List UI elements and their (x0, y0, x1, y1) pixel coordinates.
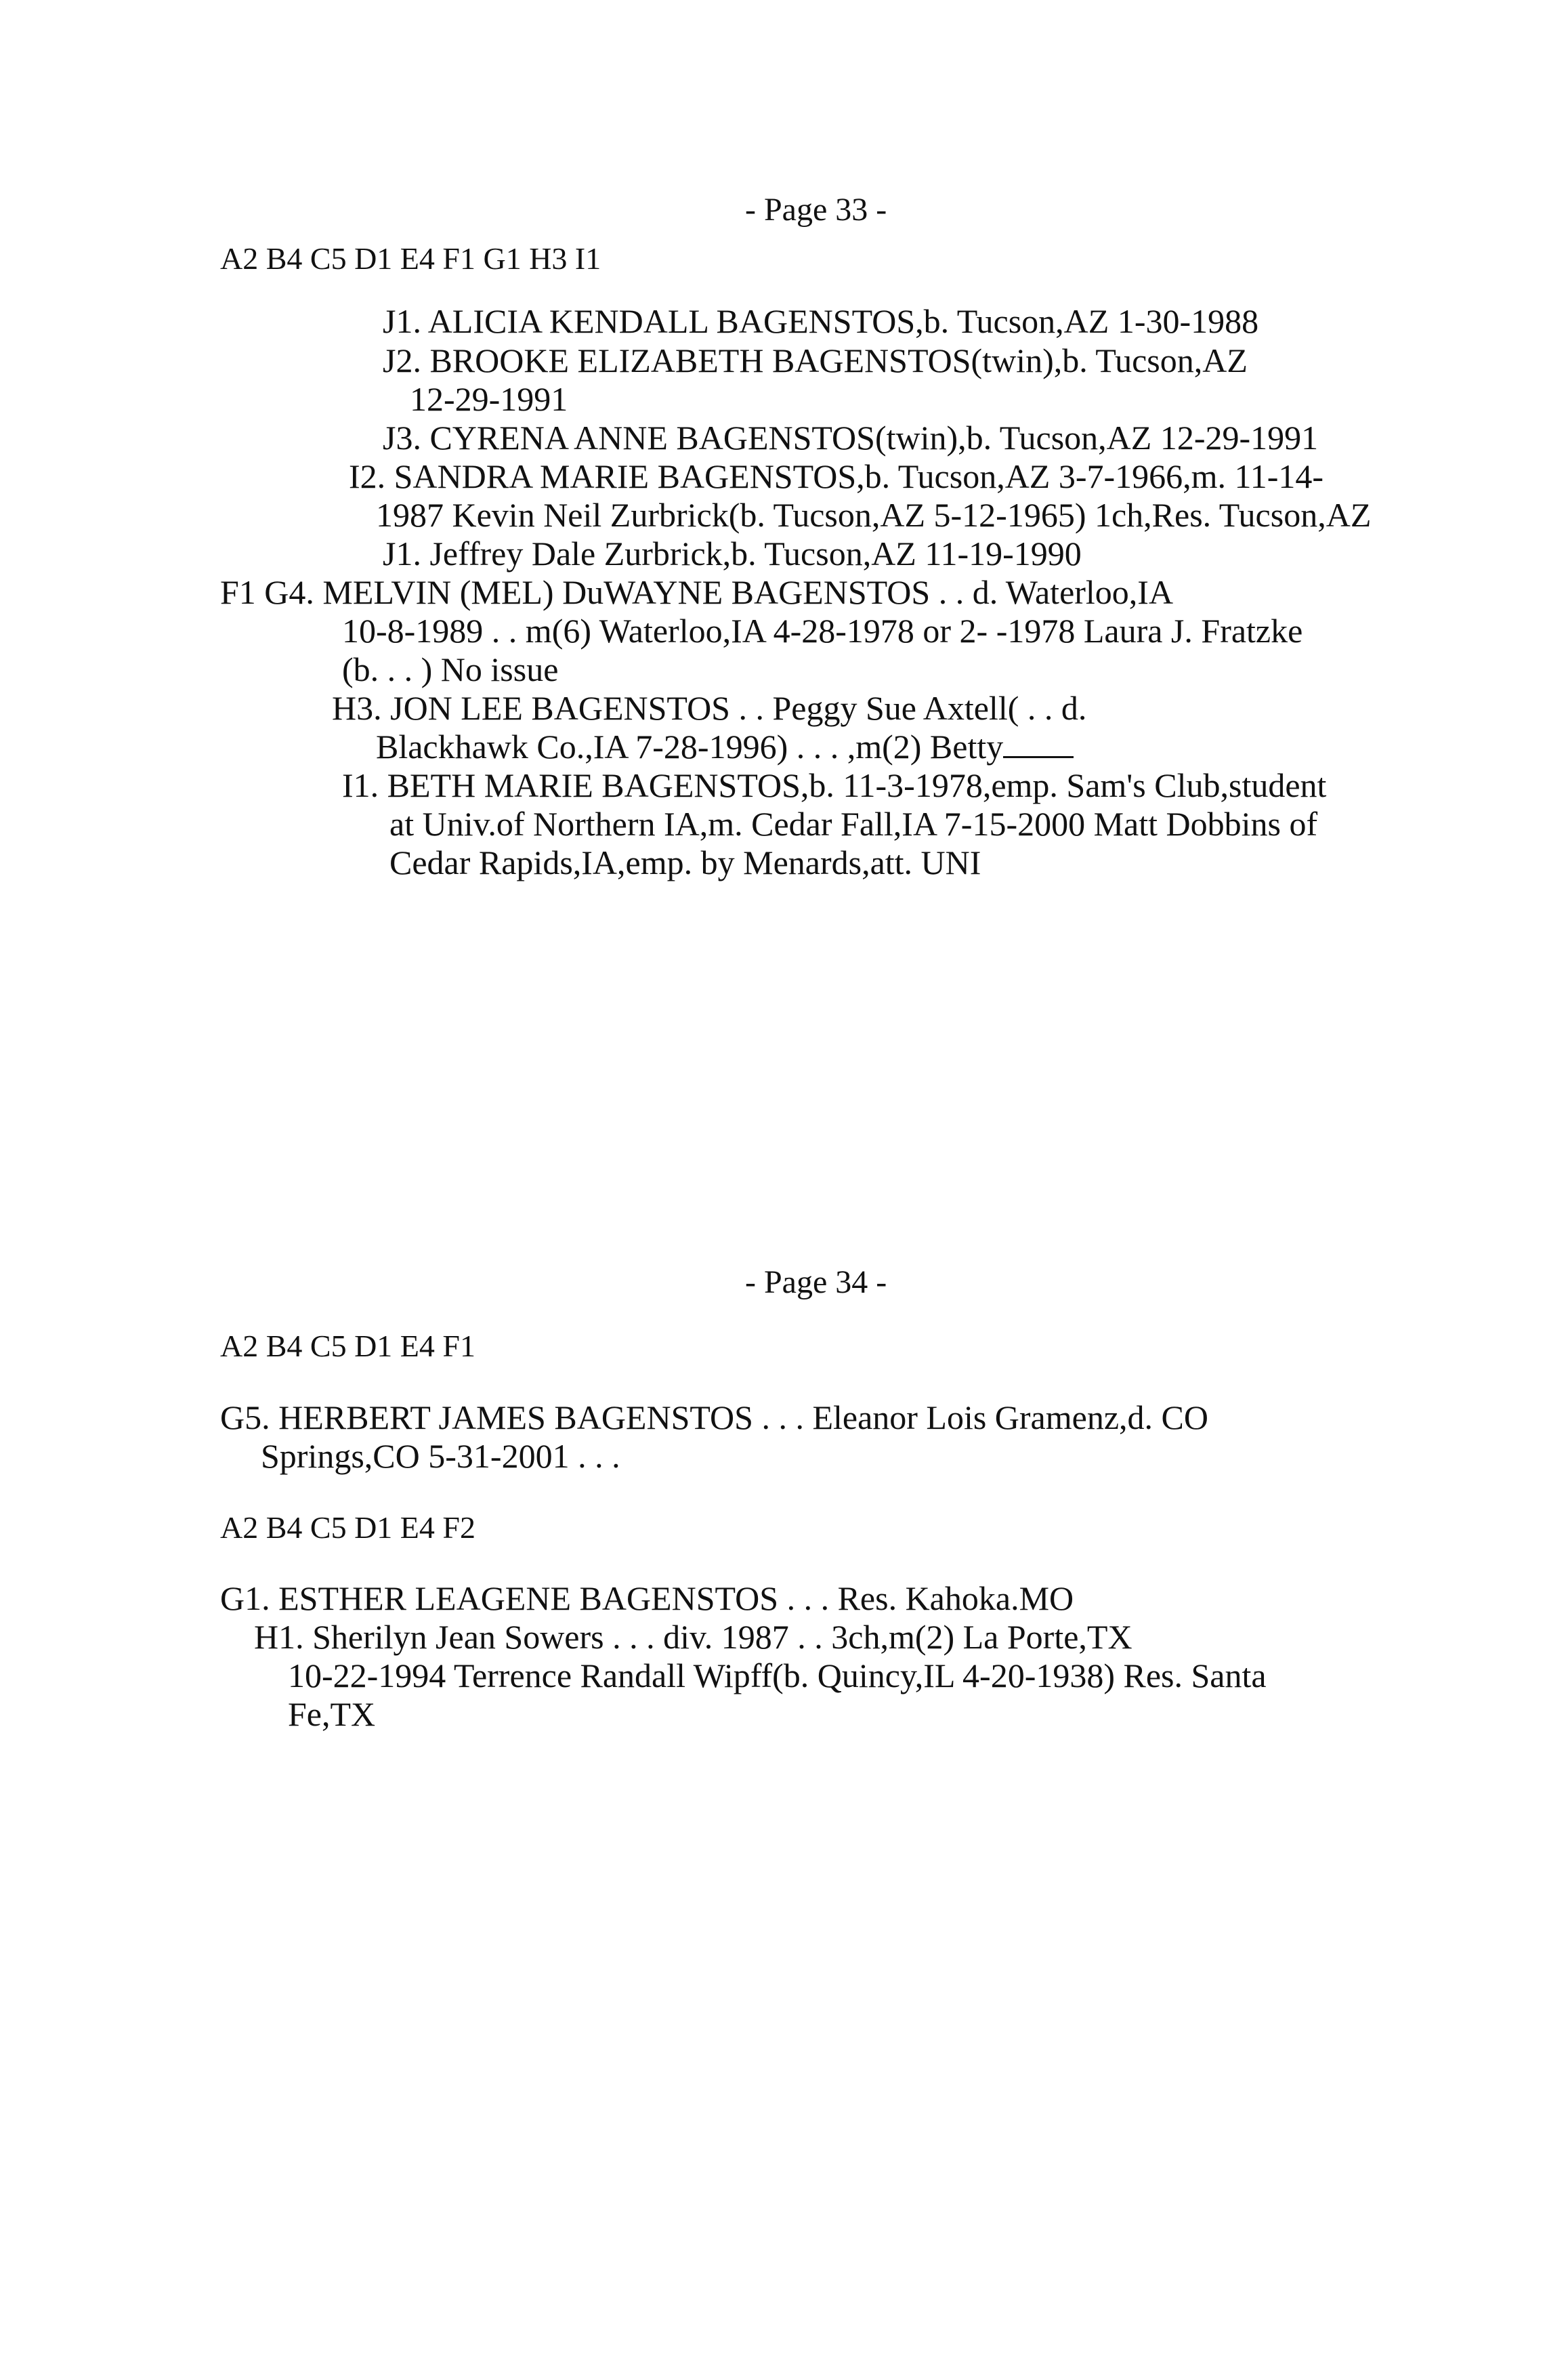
entry-line: 10-8-1989 . . m(6) Waterloo,IA 4-28-1978 or 2- -1978 Laura J. Fratzke (342, 612, 1303, 650)
entry-line: H1. Sherilyn Jean Sowers . . . div. 1987 . . 3ch,m(2) La Porte,TX (254, 1618, 1132, 1656)
entry-line: at Univ.of Northern IA,m. Cedar Fall,IA 7-15-2000 Matt Dobbins of (389, 805, 1318, 843)
entry-line: Springs,CO 5-31-2001 . . . (261, 1437, 620, 1475)
entry-line: G1. ESTHER LEAGENE BAGENSTOS . . . Res. Kahoka.MO (220, 1579, 1074, 1617)
page-number: - Page 33 - (745, 192, 887, 228)
entry-line: J3. CYRENA ANNE BAGENSTOS(twin),b. Tucson,AZ 12-29-1991 (383, 419, 1319, 457)
entry-line: J1. Jeffrey Dale Zurbrick,b. Tucson,AZ 11-19-1990 (383, 535, 1082, 572)
entry-line: J1. ALICIA KENDALL BAGENSTOS,b. Tucson,AZ 1-30-1988 (383, 302, 1259, 340)
entry-line: 1987 Kevin Neil Zurbrick(b. Tucson,AZ 5-12-1965) 1ch,Res. Tucson,AZ (376, 496, 1372, 534)
entry-line: G5. HERBERT JAMES BAGENSTOS . . . Eleanor Lois Gramenz,d. CO (220, 1398, 1208, 1436)
entry-line: 10-22-1994 Terrence Randall Wipff(b. Quincy,IL 4-20-1938) Res. Santa (288, 1657, 1267, 1694)
blank-underline (1003, 729, 1074, 758)
entry-line: F1 G4. MELVIN (MEL) DuWAYNE BAGENSTOS . . d. Waterloo,IA (220, 573, 1174, 611)
page-number: - Page 34 - (745, 1264, 887, 1300)
entry-line: I2. SANDRA MARIE BAGENSTOS,b. Tucson,AZ 3-7-1966,m. 11-14- (349, 457, 1323, 495)
entry-line: H3. JON LEE BAGENSTOS . . Peggy Sue Axtell( . . d. (332, 689, 1087, 727)
lineage-header: A2 B4 C5 D1 E4 F1 (220, 1329, 475, 1363)
entry-line (376, 727, 1074, 766)
entry-line: I1. BETH MARIE BAGENSTOS,b. 11-3-1978,emp. Sam's Club,student (342, 766, 1327, 804)
entry-line: (b. . . ) No issue (342, 650, 559, 688)
lineage-header: A2 B4 C5 D1 E4 F2 (220, 1510, 475, 1545)
lineage-header: A2 B4 C5 D1 E4 F1 G1 H3 I1 (220, 241, 601, 276)
entry-line: J2. BROOKE ELIZABETH BAGENSTOS(twin),b. Tucson,AZ (383, 341, 1248, 379)
entry-line-text: Blackhawk Co.,IA 7-28-1996) . . . ,m(2) Betty (376, 728, 1004, 766)
entry-line: Fe,TX (288, 1695, 376, 1733)
entry-line: Cedar Rapids,IA,emp. by Menards,att. UNI (389, 844, 981, 881)
entry-line: 12-29-1991 (410, 380, 568, 418)
